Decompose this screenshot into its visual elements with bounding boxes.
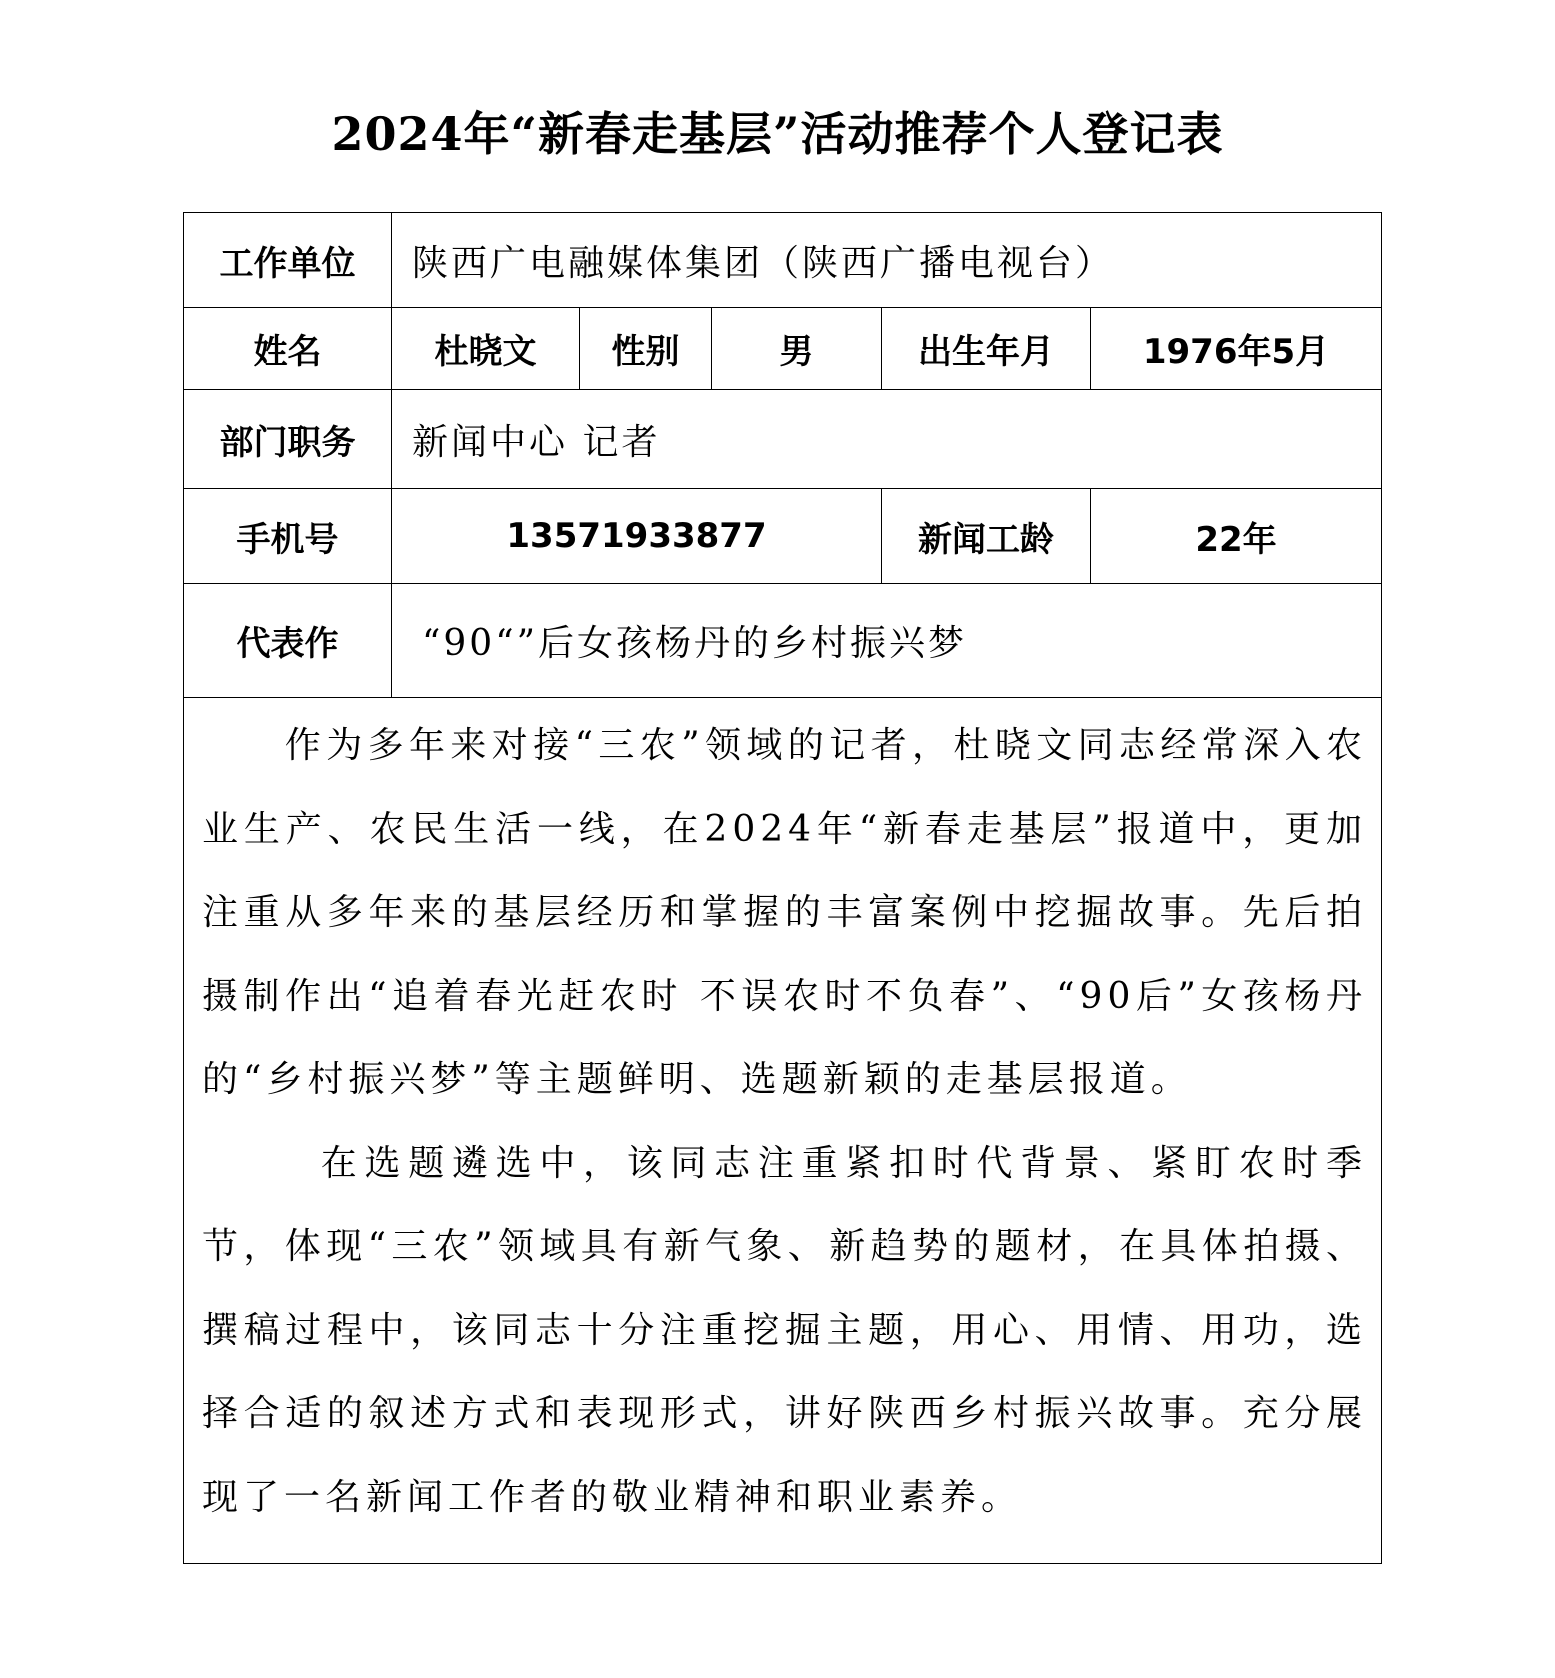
work-value: “90“”后女孩杨丹的乡村振兴梦 [392, 584, 1382, 698]
description-paragraph: 在选题遴选中，该同志注重紧扣时代背景、紧盯农时季节，体现“三农”领域具有新气象、新趋势的题材，在具体拍摄、撰稿过程中，该同志十分注重挖掘主题，用心、用情、用功，选择合适的叙述方式和表现形式，讲好陕西乡村振兴故事。充分展现了一名新闻工作者的敬业精神和职业素养。 [202, 1142, 1368, 1518]
form-title: 2024年“新春走基层”活动推荐个人登记表 [331, 107, 1224, 161]
dept-label: 部门职务 [184, 390, 392, 489]
registration-form [183, 212, 1382, 1564]
work-unit-value: 陕西广电融媒体集团（陕西广播电视台） [392, 213, 1382, 308]
birth-value: 1976年5月 [1091, 308, 1382, 390]
row-description [184, 698, 1382, 1564]
row-representative-work [184, 584, 1382, 698]
dept-value: 新闻中心 记者 [392, 390, 1382, 489]
name-value: 杜晓文 [392, 308, 580, 390]
phone-label: 手机号 [184, 489, 392, 584]
gender-value: 男 [712, 308, 882, 390]
work-unit-label: 工作单位 [184, 213, 392, 308]
seniority-label: 新闻工龄 [882, 489, 1091, 584]
row-contact [184, 489, 1382, 584]
seniority-value: 22年 [1091, 489, 1382, 584]
work-label: 代表作 [184, 584, 392, 698]
gender-label: 性别 [580, 308, 712, 390]
name-label: 姓名 [184, 308, 392, 390]
phone-value: 13571933877 [392, 489, 882, 584]
description-paragraph: 作为多年来对接“三农”领域的记者，杜晓文同志经常深入农业生产、农民生活一线，在2024年“新春走基层”报道中，更加注重从多年来的基层经历和掌握的丰富案例中挖掘故事。先后拍摄制作出“追着春光赶农时 不误农时不负春”、“90后”女孩杨丹的“乡村振兴梦”等主题鲜明、选题新颖的走基层报道。 [202, 725, 1368, 1100]
description-cell [184, 698, 1382, 1564]
row-work-unit [184, 213, 1382, 308]
row-department [184, 390, 1382, 489]
birth-label: 出生年月 [882, 308, 1091, 390]
row-personal-info [184, 308, 1382, 390]
